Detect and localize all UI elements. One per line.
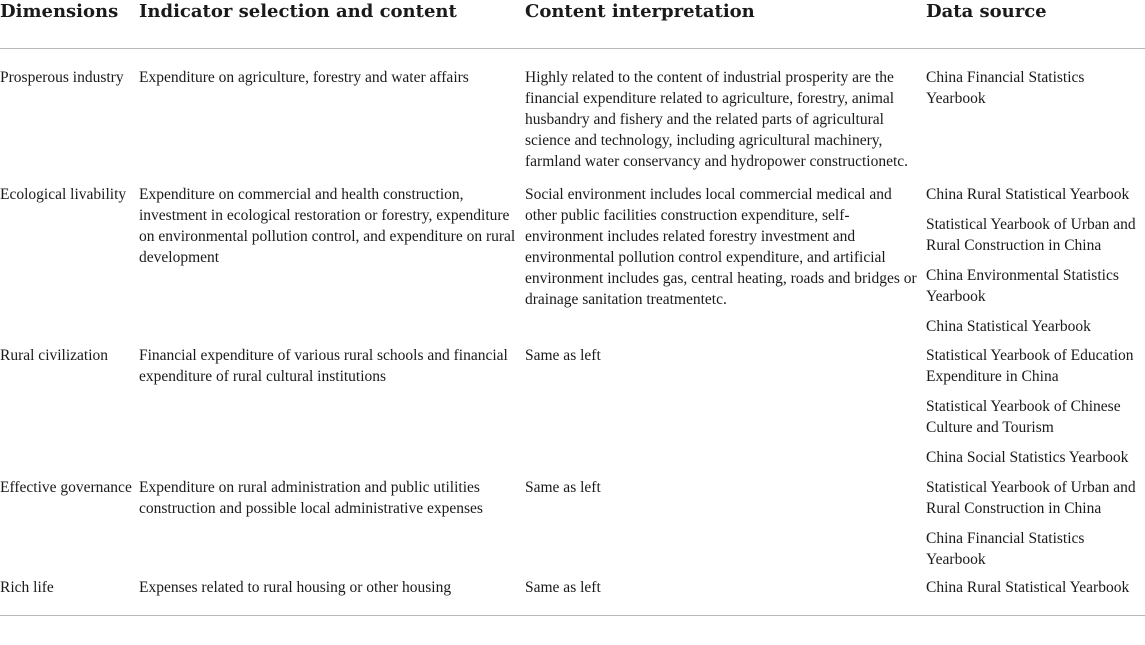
source-item: China Statistical Yearbook: [926, 318, 1091, 335]
source-item: Statistical Yearbook of Urban and Rural Construction in China: [926, 216, 1136, 254]
interpretation-cell: Same as left: [525, 479, 601, 496]
source-item: Statistical Yearbook of Education Expenditure in China: [926, 347, 1134, 385]
table-row: [0, 477, 1145, 577]
interpretation-cell: Social environment includes local commercial medical and other public facilities construction expenditure, self-environment includes related forestry investment and environmental pollution control expenditure, and artificial environment includes gas, central heating, roads and bridges or drainage sanitation treatmentetc.: [525, 186, 917, 308]
table-row: [0, 184, 1145, 345]
table-row: [0, 48, 1145, 184]
interpretation-cell: Same as left: [525, 577, 926, 615]
indicator-cell: Expenses related to rural housing or other housing: [139, 577, 525, 615]
indicator-cell: Expenditure on agriculture, forestry and water affairs: [139, 68, 469, 86]
dimension-cell: Rural civilization: [0, 347, 109, 364]
source-cell: [926, 577, 1145, 615]
source-cell: [926, 477, 1145, 577]
header-interpretation: Content interpretation: [525, 0, 926, 48]
dimension-cell: Rich life: [0, 577, 139, 615]
dimension-cell: Prosperous industry: [0, 68, 124, 86]
source-item: China Rural Statistical Yearbook: [926, 579, 1130, 596]
header-indicator: Indicator selection and content: [139, 0, 525, 48]
table-row: [0, 577, 1145, 615]
source-item: China Environmental Statistics Yearbook: [926, 267, 1119, 305]
source-item: Statistical Yearbook of Chinese Culture and Tourism: [926, 398, 1121, 436]
interpretation-cell: Highly related to the content of industrial prosperity are the financial expenditure related to agriculture, forestry, animal husbandry and fishery and the related parts of agricultural science and technology, including agricultural machinery, farmland water conservancy and hydropower constructionetc.: [525, 68, 909, 170]
indicator-cell: Expenditure on rural administration and public utilities construction and possible local administrative expenses: [139, 479, 483, 517]
table-row: [0, 345, 1145, 477]
source-cell: [926, 184, 1145, 345]
source-cell: [926, 48, 1145, 184]
indicator-cell: Expenditure on commercial and health construction, investment in ecological restoration or forestry, expenditure on environmental pollution control, and expenditure on rural development: [139, 186, 516, 266]
dimension-cell: Effective governance: [0, 479, 132, 496]
dimension-cell: Ecological livability: [0, 186, 127, 203]
table-body: [0, 48, 1145, 615]
header-data-source: Data source: [926, 0, 1145, 48]
source-item: China Financial Statistics Yearbook: [926, 530, 1085, 568]
source-item: China Financial Statistics Yearbook: [926, 68, 1085, 107]
source-cell: [926, 345, 1145, 477]
table-header: [0, 0, 1145, 48]
source-item: China Rural Statistical Yearbook: [926, 186, 1130, 203]
indicator-cell: Financial expenditure of various rural schools and financial expenditure of rural cultural institutions: [139, 347, 508, 385]
source-item: Statistical Yearbook of Urban and Rural Construction in China: [926, 479, 1136, 517]
interpretation-cell: Same as left: [525, 347, 601, 364]
header-dimensions: Dimensions: [0, 0, 139, 48]
source-item: China Social Statistics Yearbook: [926, 449, 1129, 466]
header-row: [0, 0, 1145, 48]
